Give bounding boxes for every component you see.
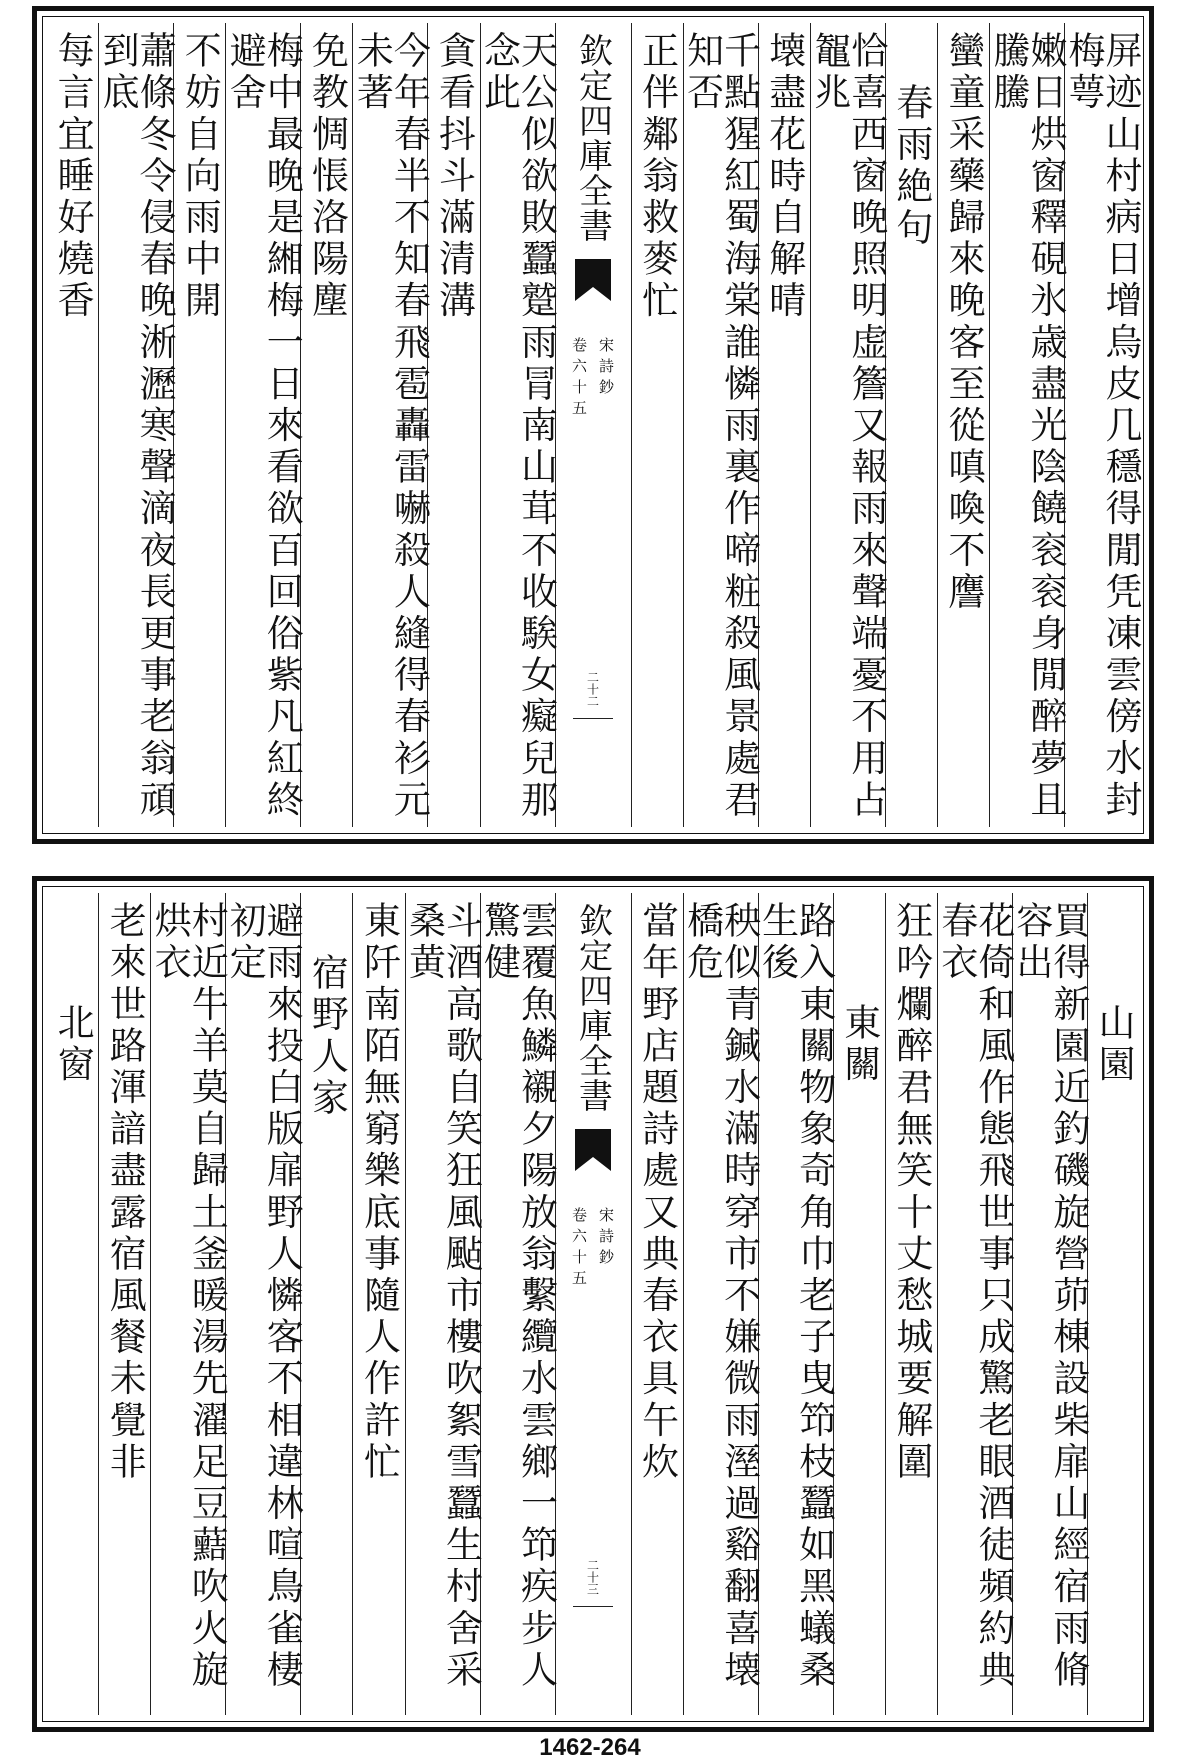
text-column	[47, 893, 99, 1715]
text-column	[223, 23, 304, 827]
column-text: 買得新園近釣磯旋營茆棟設柴扉山經宿雨脩容出	[1009, 901, 1090, 1692]
text-column	[632, 23, 684, 827]
siku-title: 欽定四庫全書	[572, 33, 613, 243]
text-column	[402, 893, 483, 1715]
text-column	[353, 893, 405, 1715]
column-text: 東關	[837, 1003, 881, 1087]
leaf-number: 二十二	[585, 671, 600, 707]
banxin-center-column	[556, 23, 632, 827]
text-column	[477, 23, 558, 827]
column-text: 春雨絶句	[889, 83, 933, 250]
text-column	[680, 893, 761, 1715]
text-column	[755, 893, 836, 1715]
top-page-columns	[47, 23, 1142, 827]
column-text: 嫩日烘窗釋硯氷歳盡光陰饒衮衮身閒醉夢且騰騰	[987, 31, 1067, 822]
text-column	[632, 893, 684, 1715]
text-column	[99, 893, 151, 1715]
column-text: 不妨自向雨中開	[178, 31, 222, 323]
column-text: 宿野人家	[305, 953, 349, 1120]
text-column	[938, 23, 990, 827]
column-text: 蕭條冬令侵春晚淅瀝寒聲滴夜長更事老翁頑到底	[96, 31, 177, 822]
column-text: 東阡南陌無窮樂底事隨人作許忙	[357, 901, 401, 1484]
column-text: 恰喜西窗晚照明虚簷又報雨來聲端憂不用占鼅兆	[807, 31, 888, 822]
leaf-rule	[573, 1606, 613, 1607]
column-text: 老來世路渾諳盡露宿風餐未覺非	[103, 901, 147, 1484]
column-text: 天公似欲敗蠶蹵雨冐南山茸不收騃女癡兒那念此	[477, 31, 558, 822]
column-text: 壊盡花時自解晴	[762, 31, 806, 323]
column-text: 花倚和風作態飛世事只成驚老眼酒徒頻約典春衣	[934, 901, 1015, 1692]
leaf-number: 二十三	[585, 1559, 600, 1595]
text-column	[174, 23, 226, 827]
column-text: 蠻童采藥歸來晚客至從嗔喚不譍	[941, 31, 985, 614]
book-title-line: 宋詩鈔	[597, 337, 615, 400]
column-text: 秧似青鍼水滿時穿市不嫌微雨溼過谿翻喜壊橋危	[680, 901, 761, 1692]
text-column	[1088, 893, 1139, 1715]
text-column	[680, 23, 761, 827]
book-title-line: 卷六十五	[570, 337, 588, 421]
text-column	[1062, 23, 1142, 827]
text-column	[886, 23, 938, 827]
bottom-page-columns	[47, 893, 1139, 1715]
column-text: 免教惆悵洛陽塵	[305, 31, 349, 323]
column-text: 今年春半不知春飛雹轟雷嚇殺人縫得春衫元未著	[350, 31, 431, 822]
text-column	[301, 893, 353, 1715]
bottom-page-frame	[32, 876, 1154, 1732]
text-column	[807, 23, 888, 827]
text-column	[934, 893, 1015, 1715]
column-text: 雲覆魚鱗襯夕陽放翁繫纜水雲鄉一笻疾步人驚健	[477, 901, 558, 1692]
column-text: 千點猩紅蜀海棠誰憐雨裏作啼粧殺風景處君知否	[680, 31, 761, 822]
text-column	[148, 893, 229, 1715]
fishtail-icon	[573, 257, 613, 303]
text-column	[987, 23, 1067, 827]
banxin-center-column	[556, 893, 632, 1715]
top-page-frame	[32, 6, 1154, 844]
text-column	[47, 23, 99, 827]
column-text: 山園	[1091, 1003, 1135, 1087]
text-column	[477, 893, 558, 1715]
text-column	[759, 23, 811, 827]
book-title-line: 宋詩鈔	[597, 1207, 615, 1270]
column-text: 每言宜睡好燒香	[51, 31, 95, 323]
column-text: 村近牛羊莫自歸土釜暖湯先濯足豆䕸吹火旋烘衣	[148, 901, 229, 1692]
folio-number: 1462-264	[539, 1734, 641, 1761]
book-title	[569, 1207, 617, 1291]
text-column	[834, 893, 886, 1715]
text-column	[301, 23, 353, 827]
text-column	[1009, 893, 1090, 1715]
book-title-line: 卷六十五	[570, 1207, 588, 1291]
column-text: 正伴鄰翁救麥忙	[635, 31, 679, 323]
column-text: 當年野店題詩處又典春衣具午炊	[635, 901, 679, 1484]
book-title	[569, 337, 617, 421]
column-text: 梅中最晚是緗梅一日來看欲百回俗紫凡紅終避舍	[223, 31, 304, 822]
fishtail-icon	[573, 1127, 613, 1173]
text-column	[886, 893, 938, 1715]
leaf-rule	[573, 718, 613, 719]
column-text: 北窗	[51, 1003, 95, 1087]
column-text: 狂吟爛醉君無笑十丈愁城要解圍	[889, 901, 933, 1484]
column-text: 貪看抖斗滿清溝	[432, 31, 476, 323]
text-column	[428, 23, 480, 827]
column-text: 斗酒高歌自笑狂風颭市樓吹絮雪蠶生村舍采桑黄	[402, 901, 483, 1692]
column-text: 屏迹山村病日增烏皮几穩得閒凭凍雲傍水封梅萼	[1062, 31, 1142, 822]
column-text: 避雨來投白版扉野人憐客不相違林喧鳥雀棲初定	[223, 901, 304, 1692]
text-column	[96, 23, 177, 827]
text-column	[350, 23, 431, 827]
siku-title: 欽定四庫全書	[572, 903, 613, 1113]
text-column	[223, 893, 304, 1715]
column-text: 路入東關物象奇角巾老子曳笻枝蠶如黑蟻桑生後	[755, 901, 836, 1692]
